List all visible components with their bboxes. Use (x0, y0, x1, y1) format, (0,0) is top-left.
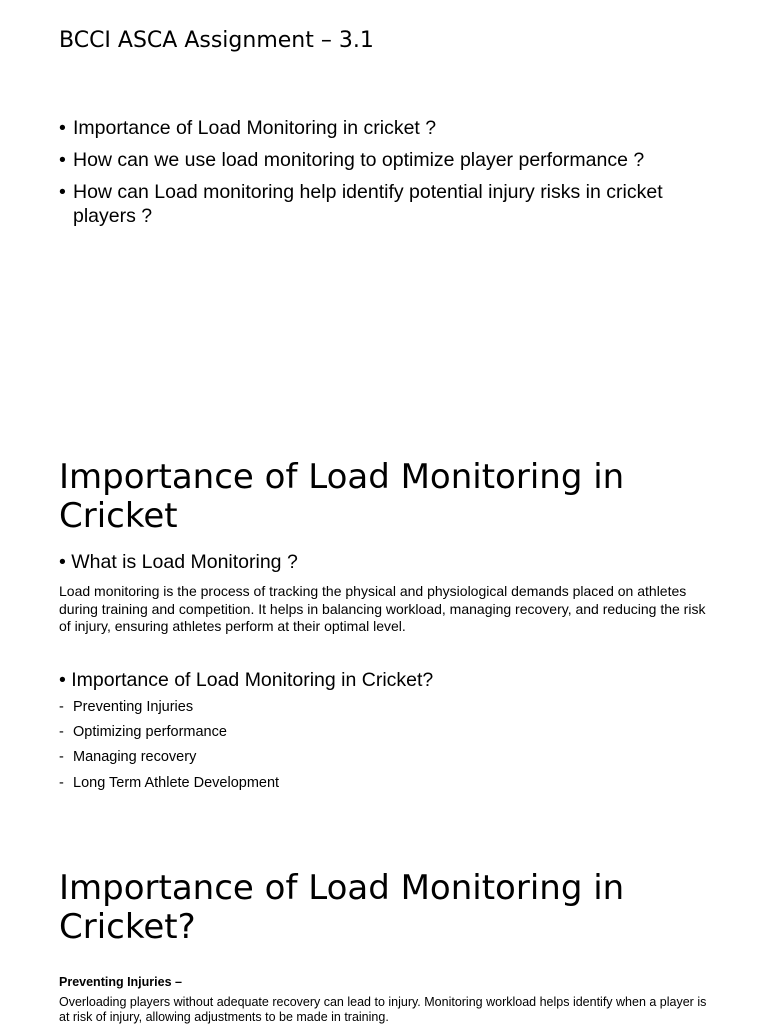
section-paragraph: Overloading players without adequate recovery can lead to injury. Monitoring workload helps identify when a player is at risk of injury, allowing adjustments to be made in training. (59, 995, 707, 1024)
bullet-icon: • (59, 149, 66, 171)
dash-icon: - (59, 774, 64, 791)
question-item (59, 180, 719, 228)
bullet-icon: • (59, 551, 66, 573)
dash-icon: - (59, 749, 64, 766)
slide-load-monitoring-importance (0, 420, 768, 832)
question-text: How can Load monitoring help identify potential injury risks in cricket players ? (73, 181, 663, 227)
dash-icon: - (59, 724, 64, 741)
list-item: - Long Term Athlete Development (59, 774, 280, 791)
slide-assignment-overview (0, 0, 768, 420)
subheading-what-is: • What is Load Monitoring ? (59, 551, 298, 573)
definition-paragraph: Load monitoring is the process of tracking the physical and physiological demands placed on athletes during training and competition. It helps in balancing workload, managing recovery, and reducing the risk of injury, ensuring athletes perform at their optimal level. (59, 583, 706, 634)
list-item: - Preventing Injuries (59, 699, 194, 715)
slide-title: Importance of Load Monitoring in Cricket? (59, 868, 625, 947)
question-item (59, 148, 719, 172)
bullet-icon: • (59, 181, 66, 203)
slide-title: Importance of Load Monitoring in Cricket (59, 457, 625, 536)
question-text: Importance of Load Monitoring in cricket ? (73, 117, 437, 139)
question-text: How can we use load monitoring to optimize player performance ? (73, 149, 645, 171)
dash-icon: - (59, 699, 64, 715)
slide-preventing-injuries (0, 832, 768, 1024)
importance-list (59, 699, 279, 800)
bullet-icon: • (59, 117, 66, 139)
question-item (59, 116, 719, 140)
section-heading: Preventing Injuries – (59, 975, 182, 989)
list-item: - Optimizing performance (59, 724, 227, 741)
slide-title: BCCI ASCA Assignment – 3.1 (59, 28, 374, 53)
list-item: - Managing recovery (59, 749, 197, 766)
subheading-importance: • Importance of Load Monitoring in Cricket? (59, 669, 434, 691)
question-list (59, 116, 719, 236)
bullet-icon: • (59, 669, 66, 691)
